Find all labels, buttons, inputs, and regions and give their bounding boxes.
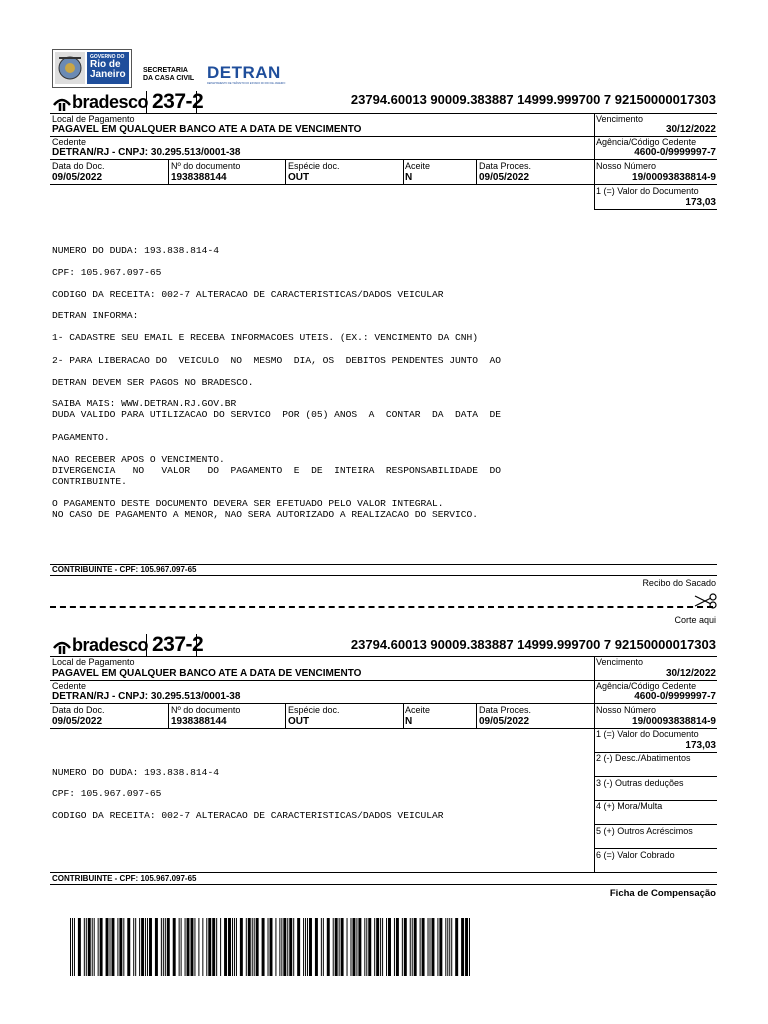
barcode-bar [212,918,215,976]
instruction-line: 2- PARA LIBERACAO DO VEICULO NO MESMO DIA, OS DEBITOS PENDENTES JUNTO AO [52,355,502,366]
barcode-bar [412,918,413,976]
data-doc-label: Data do Doc. [52,705,105,715]
secretaria-label [143,67,194,83]
bradesco-tree-icon [52,93,72,113]
barcode-bar [198,918,199,976]
barcode-bar [252,918,253,976]
secretaria-line2: DA CASA CIVIL [143,75,195,82]
barcode-bar [449,918,450,976]
barcode-bar [240,918,243,976]
barcode-bar [181,918,182,976]
especie-label: Espécie doc. [288,161,340,171]
barcode-bar [352,918,355,976]
barcode-bar [420,918,421,976]
local-pagamento-label: Local de Pagamento [52,657,135,667]
barcode-bar [447,918,448,976]
barcode-bar [339,918,340,976]
barcode-bar [254,918,255,976]
local-pagamento-label: Local de Pagamento [52,114,135,124]
barcode-bar [293,918,294,976]
ficha-compensacao-label: Ficha de Compensação [609,888,716,899]
desc-abatimentos-label: 2 (-) Desc./Abatimentos [596,753,691,763]
barcode-bar [206,918,207,976]
nosso-numero-value: 19/00093838814-9 [632,172,716,183]
bank-code: 237-2 [152,90,204,113]
outros-acrescimos-label: 5 (+) Outros Acréscimos [596,826,693,836]
barcode-bar [202,918,203,976]
num-doc-value: 1938388144 [171,716,227,727]
barcode-bar [437,918,438,976]
barcode-bar [283,918,286,976]
barcode-bar [111,918,114,976]
barcode-bar [321,918,322,976]
barcode-bar [234,918,235,976]
barcode-bar [347,918,348,976]
barcode-bar [323,918,324,976]
barcode-bar [469,918,470,976]
bradesco-tree-icon [52,636,72,656]
barcode-bar [303,918,304,976]
barcode-bar [248,918,251,976]
barcode-bar [465,918,468,976]
secretaria-line1: SECRETARIA [143,67,188,74]
barcode-bar [145,918,146,976]
data-doc-label: Data do Doc. [52,161,105,171]
bank-name: bradesco [72,635,149,655]
barcode-bar [72,918,73,976]
barcode-bar [430,918,431,976]
barcode-bar [78,918,81,976]
instruction-line: NO CASO DE PAGAMENTO A MENOR, NAO SERA AUTORIZADO A REALIZACAO DO SERVICO. [52,509,479,520]
barcode-bar [414,918,417,976]
coat-of-arms-icon [55,52,85,84]
barcode-bar [220,918,221,976]
data-doc-value: 09/05/2022 [52,172,103,183]
cedente-label: Cedente [52,137,87,147]
especie-value: OUT [288,716,310,727]
barcode-bar [139,918,140,976]
barcode-bar [92,918,93,976]
vencimento-value: 30/12/2022 [665,124,716,135]
agencia-value: 4600-0/9999997-7 [634,147,716,158]
barcode-bar [270,918,273,976]
barcode-bar [256,918,259,976]
barcode-bar [333,918,334,976]
barcode-bar [147,918,148,976]
barcode-bar [149,918,152,976]
bank-code: 237-2 [152,633,204,656]
digitable-line: 23794.60013 90009.383887 14999.999700 7 92150000017303 [350,92,716,107]
instruction-line: NUMERO DO DUDA: 193.838.814-4 [52,245,219,256]
instruction-line: CODIGO DA RECEITA: 002-7 ALTERACAO DE CARACTERISTICAS/DADOS VEICULAR [52,810,444,821]
barcode-bar [396,918,399,976]
nosso-numero-label: Nosso Número [596,161,657,171]
barcode-bar [88,918,91,976]
mora-multa-label: 4 (+) Mora/Multa [596,801,663,811]
instruction-line: CODIGO DA RECEITA: 002-7 ALTERACAO DE CARACTERISTICAS/DADOS VEICULAR [52,289,444,300]
agencia-label: Agência/Código Cedente [596,137,697,147]
gov-logo-line1: GOVERNO DO [90,54,125,60]
gov-logo-line2: Rio de [90,59,121,70]
barcode-bar [98,918,99,976]
barcode-bar [455,918,458,976]
instruction-line: O PAGAMENTO DESTE DOCUMENTO DEVERA SER EFETUADO PELO VALOR INTEGRAL. [52,498,444,509]
valor-documento-value: 173,03 [685,740,716,751]
barcode-bar [110,918,111,976]
barcode-bar [194,918,195,976]
barcode-bar [350,918,351,976]
instruction-line: DUDA VALIDO PARA UTILIZACAO DO SERVICO POR (05) ANOS A CONTAR DA DATA DE [52,409,502,420]
barcode-bar [461,918,464,976]
barcode-bar [74,918,75,976]
barcode-bar [268,918,269,976]
nosso-numero-value: 19/00093838814-9 [632,716,716,727]
valor-cobrado-label: 6 (=) Valor Cobrado [596,850,675,860]
barcode-bar [281,918,282,976]
barcode-bar [161,918,162,976]
barcode-bar [428,918,429,976]
barcode-bar [127,918,130,976]
barcode-bar [185,918,186,976]
barcode-bar [275,918,276,976]
barcode-bar [232,918,233,976]
instruction-line: PAGAMENTO. [52,432,110,443]
barcode-bar [386,918,387,976]
data-proc-label: Data Proces. [479,705,532,715]
barcode-bar [380,918,381,976]
instruction-line: CPF: 105.967.097-65 [52,788,162,799]
barcode-bar [305,918,306,976]
barcode-bar [100,918,103,976]
bradesco-logo-2 [52,635,149,657]
num-doc-label: Nº do documento [171,705,241,715]
barcode-bar [439,918,442,976]
governo-rj-logo [52,49,132,88]
barcode-bar [179,918,180,976]
vencimento-label: Vencimento [596,657,644,667]
vencimento-label: Vencimento [596,114,644,124]
instruction-line: CPF: 105.967.097-65 [52,267,162,278]
barcode-bar [190,918,193,976]
cut-line [50,606,713,608]
barcode-bar [315,918,318,976]
barcode-bar [119,918,122,976]
barcode-bar [106,918,109,976]
barcode-bar [228,918,231,976]
barcode-bar [117,918,118,976]
barcode [70,918,470,976]
barcode-bar [187,918,190,976]
barcode-bar [451,918,452,976]
aceite-value: N [405,716,413,727]
barcode-bar [431,918,434,976]
gov-logo-line3: Janeiro [90,69,126,80]
barcode-bar [84,918,85,976]
instruction-line: 1- CADASTRE SEU EMAIL E RECEBA INFORMACOES UTEIS. (EX.: VENCIMENTO DA CNH) [52,332,479,343]
barcode-bar [279,918,280,976]
barcode-bar [327,918,330,976]
barcode-bar [410,918,411,976]
barcode-bar [216,918,217,976]
barcode-bar [165,918,166,976]
agencia-value: 4600-0/9999997-7 [634,691,716,702]
barcode-bar [133,918,134,976]
barcode-bar [123,918,124,976]
contribuinte-label: CONTRIBUINTE - CPF: 105.967.097-65 [52,874,197,883]
data-proc-value: 09/05/2022 [479,716,530,727]
barcode-bar [388,918,391,976]
cedente-label: Cedente [52,681,87,691]
especie-value: OUT [288,172,310,183]
barcode-bar [364,918,365,976]
aceite-label: Aceite [405,705,431,715]
barcode-bar [309,918,312,976]
aceite-value: N [405,172,413,183]
barcode-bar [86,918,87,976]
barcode-bar [70,918,71,976]
valor-documento-label: 1 (=) Valor do Documento [596,729,699,739]
barcode-bar [94,918,95,976]
instruction-line: NUMERO DO DUDA: 193.838.814-4 [52,767,219,778]
barcode-bar [402,918,403,976]
data-proc-value: 09/05/2022 [479,172,530,183]
instruction-line: DETRAN INFORMA: [52,310,139,321]
num-doc-value: 1938388144 [171,172,227,183]
barcode-bar [358,918,361,976]
scissors-icon [693,592,719,610]
barcode-bar [376,918,379,976]
valor-documento-value: 173,03 [685,197,716,208]
instruction-line: DETRAN DEVEM SER PAGOS NO BRADESCO. [52,377,254,388]
outras-deducoes-label: 3 (-) Outras deduções [596,778,684,788]
barcode-bar [404,918,407,976]
bradesco-logo-1 [52,92,149,114]
barcode-bar [445,918,446,976]
num-doc-label: Nº do documento [171,161,241,171]
barcode-bar [382,918,383,976]
valor-documento-label: 1 (=) Valor do Documento [596,186,699,196]
barcode-bar [163,918,164,976]
barcode-bar [262,918,265,976]
barcode-bar [141,918,144,976]
nosso-numero-label: Nosso Número [596,705,657,715]
barcode-bar [394,918,395,976]
vencimento-value: 30/12/2022 [665,668,716,679]
barcode-bar [236,918,237,976]
barcode-bar [155,918,158,976]
contribuinte-label: CONTRIBUINTE - CPF: 105.967.097-65 [52,565,197,574]
digitable-line: 23794.60013 90009.383887 14999.999700 7 92150000017303 [350,637,716,652]
detran-logo [207,64,285,85]
local-pagamento-value: PAGAVEL EM QUALQUER BANCO ATE A DATA DE VENCIMENTO [52,124,362,135]
barcode-bar [289,918,292,976]
barcode-bar [135,918,136,976]
especie-label: Espécie doc. [288,705,340,715]
barcode-bar [335,918,338,976]
barcode-bar [341,918,344,976]
barcode-bar [246,918,247,976]
aceite-label: Aceite [405,161,431,171]
barcode-bar [307,918,308,976]
agencia-label: Agência/Código Cedente [596,681,697,691]
barcode-bar [356,918,357,976]
bank-name: bradesco [72,92,149,112]
instruction-line: DIVERGENCIA NO VALOR DO PAGAMENTO E DE INTEIRA RESPONSABILIDADE DO [52,465,502,476]
cedente-value: DETRAN/RJ - CNPJ: 30.295.513/0001-38 [52,691,241,702]
instruction-line: NAO RECEBER APOS O VENCIMENTO. [52,454,225,465]
barcode-bar [173,918,176,976]
barcode-bar [167,918,170,976]
local-pagamento-value: PAGAVEL EM QUALQUER BANCO ATE A DATA DE VENCIMENTO [52,668,362,679]
instruction-line: CONTRIBUINTE. [52,476,127,487]
barcode-bar [368,918,371,976]
barcode-bar [208,918,211,976]
detran-subtitle: DEPARTAMENTO DE TRÂNSITO DO ESTADO DO RIO DE JANEIRO [207,82,286,85]
barcode-bar [422,918,425,976]
corte-aqui-label: Corte aqui [674,615,716,625]
cedente-value: DETRAN/RJ - CNPJ: 30.295.513/0001-38 [52,147,241,158]
barcode-bar [366,918,367,976]
barcode-bar [287,918,288,976]
instruction-line: SAIBA MAIS: WWW.DETRAN.RJ.GOV.BR [52,398,237,409]
barcode-bar [224,918,227,976]
data-proc-label: Data Proces. [479,161,532,171]
barcode-bar [297,918,300,976]
recibo-sacado-label: Recibo do Sacado [642,578,716,588]
detran-name: DETRAN [207,63,281,82]
barcode-bar [374,918,375,976]
data-doc-value: 09/05/2022 [52,716,103,727]
